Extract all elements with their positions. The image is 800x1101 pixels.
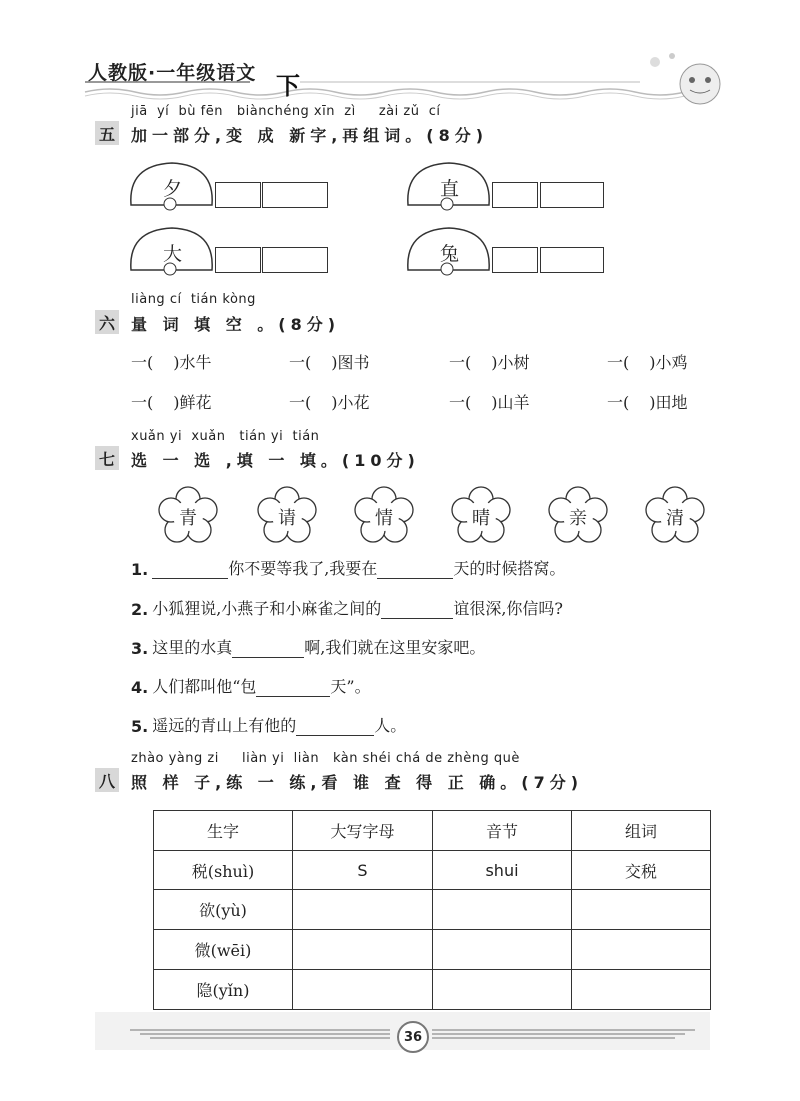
flower-char: 晴 bbox=[472, 508, 490, 529]
table-header-cell: 组词 bbox=[572, 811, 711, 851]
table-header-cell: 生字 bbox=[154, 811, 293, 851]
flower-char: 请 bbox=[278, 508, 296, 529]
section-8-title: 照 样 子,练 一 练,看 谁 查 得 正 确。(7分) bbox=[131, 773, 584, 792]
table-answer-cell[interactable] bbox=[572, 890, 711, 930]
measure-item: 一( )小树 bbox=[449, 353, 530, 372]
table-answer-cell[interactable] bbox=[293, 890, 433, 930]
table-cell: 隐(yǐn) bbox=[154, 970, 293, 1010]
table-row bbox=[154, 890, 711, 930]
table-cell: 税(shuì) bbox=[154, 851, 293, 890]
table-answer-cell[interactable] bbox=[433, 930, 572, 970]
fill-blank[interactable] bbox=[256, 678, 330, 697]
table-cell: 微(wēi) bbox=[154, 930, 293, 970]
fill-blank[interactable] bbox=[152, 560, 228, 579]
table-cell: shui bbox=[433, 851, 572, 890]
table-row bbox=[154, 930, 711, 970]
table-answer-cell[interactable] bbox=[572, 930, 711, 970]
fill-blank[interactable] bbox=[296, 717, 374, 736]
section-5-pinyin: jiā yí bù fēn biànchéng xīn zì zài zǔ cí bbox=[131, 104, 441, 119]
measure-item: 一( )水牛 bbox=[131, 353, 212, 372]
flower-char: 亲 bbox=[569, 508, 587, 529]
table-cell: 交税 bbox=[572, 851, 711, 890]
sentence-2: 2. 小狐狸说,小燕子和小麻雀之间的 谊很深,你信吗? bbox=[131, 599, 563, 619]
table-cell: 欲(yù) bbox=[154, 890, 293, 930]
practice-table bbox=[153, 810, 711, 1010]
table-row bbox=[154, 851, 711, 890]
book-title: 人教版·一年级语文 bbox=[88, 62, 257, 84]
section-7-title: 选 一 选 ,填 一 填。(10分) bbox=[131, 451, 420, 470]
section-5-title: 加一部分,变 成 新字,再组词。(8分) bbox=[131, 126, 489, 145]
table-answer-cell[interactable] bbox=[572, 970, 711, 1010]
sentence-3: 3. 这里的水真 啊,我们就在这里安家吧。 bbox=[131, 638, 486, 658]
section-6-pinyin: liàng cí tián kòng bbox=[131, 292, 256, 307]
fill-blank[interactable] bbox=[232, 639, 304, 658]
measure-item: 一( )小花 bbox=[289, 393, 370, 412]
table-row bbox=[154, 970, 711, 1010]
table-header-row bbox=[154, 811, 711, 851]
flower-char: 青 bbox=[179, 508, 197, 529]
measure-item: 一( )鲜花 bbox=[131, 393, 212, 412]
section-7-pinyin: xuǎn yi xuǎn tián yi tián bbox=[131, 429, 320, 444]
section-6-title: 量 词 填 空 。(8分) bbox=[131, 315, 341, 334]
table-cell: S bbox=[293, 851, 433, 890]
table-answer-cell[interactable] bbox=[433, 970, 572, 1010]
measure-item: 一( )田地 bbox=[607, 393, 688, 412]
section-5-number: 五 bbox=[95, 121, 119, 145]
fill-blank[interactable] bbox=[377, 560, 453, 579]
table-answer-cell[interactable] bbox=[433, 890, 572, 930]
fan-char: 夕 bbox=[163, 178, 183, 200]
section-8-number: 八 bbox=[95, 768, 119, 792]
table-answer-cell[interactable] bbox=[293, 930, 433, 970]
flower-char: 清 bbox=[666, 508, 684, 529]
section-6-number: 六 bbox=[95, 310, 119, 334]
fan-char: 兔 bbox=[440, 243, 460, 265]
table-answer-cell[interactable] bbox=[293, 970, 433, 1010]
fan-char: 直 bbox=[440, 178, 460, 200]
fill-blank[interactable] bbox=[381, 600, 453, 619]
volume-label: 下 bbox=[276, 72, 300, 100]
sentence-5: 5. 遥远的青山上有他的 人。 bbox=[131, 716, 407, 736]
sentence-1: 1. 你不要等我了,我要在 天的时候搭窝。 bbox=[131, 559, 566, 579]
measure-item: 一( )山羊 bbox=[449, 393, 530, 412]
measure-item: 一( )图书 bbox=[289, 353, 370, 372]
page-number: 36 bbox=[397, 1021, 429, 1053]
measure-item: 一( )小鸡 bbox=[607, 353, 688, 372]
sentence-4: 4. 人们都叫他“包 天”。 bbox=[131, 677, 371, 697]
section-8-pinyin: zhào yàng zi liàn yi liàn kàn shéi chá de zhèng què bbox=[131, 751, 520, 766]
table-header-cell: 音节 bbox=[433, 811, 572, 851]
section-7-number: 七 bbox=[95, 446, 119, 470]
table-header-cell: 大写字母 bbox=[293, 811, 433, 851]
flower-char: 情 bbox=[375, 508, 393, 529]
fan-char: 大 bbox=[163, 243, 183, 265]
